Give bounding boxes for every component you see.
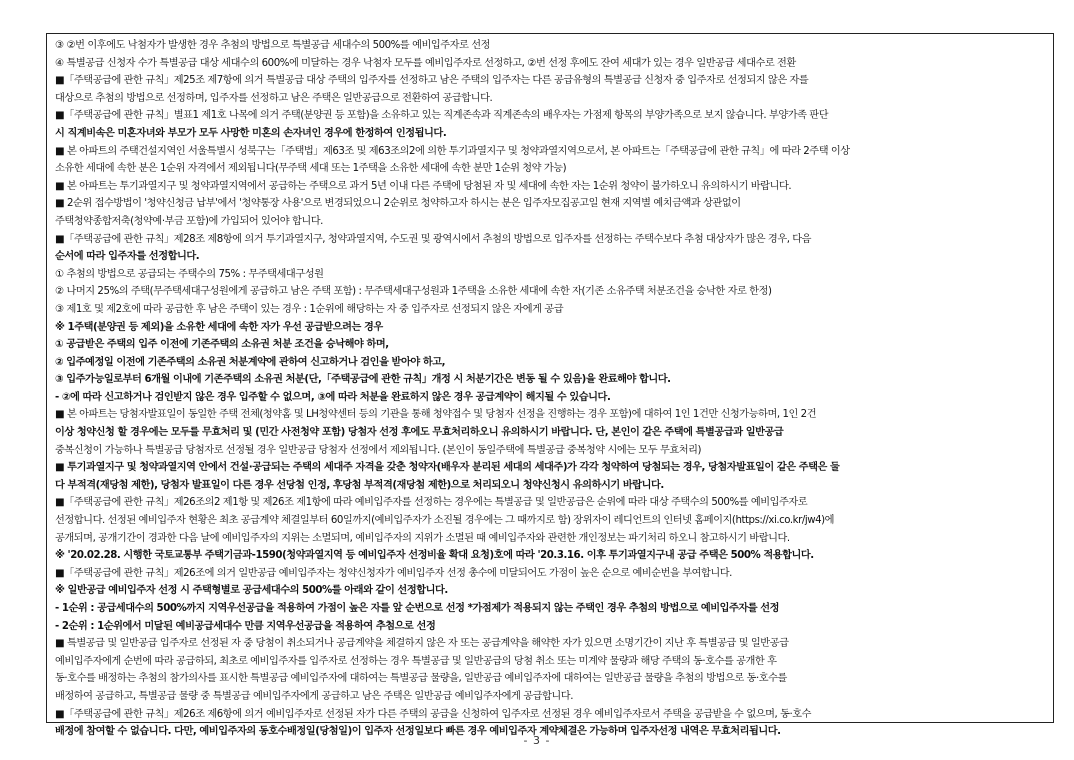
notice-line: ※ 일반공급 예비입주자 선정 시 주택형별로 공급세대수의 500%를 아래와 같이 선정합니다. xyxy=(55,585,448,597)
notice-line: 배정에 참여할 수 없습니다. 다만, 예비입주자의 동호수배정일(당첨일)이 입주자 선정일보다 빠른 경우 예비입주자 계약체결은 가능하며 입주자선정 내역은 무효처리됩니다. xyxy=(55,726,781,738)
notice-line: ② 나머지 25%의 주택(무주택세대구성원에게 공급하고 남은 주택 포함) : 무주택세대구성원과 1주택을 소유한 세대에 속한 자(기존 소유주택 처분조건을 승낙한 자로 한정) xyxy=(55,286,772,298)
notice-line: - 2순위 : 1순위에서 미달된 예비공급세대수 만큼 지역우선공급을 적용하여 추첨으로 선정 xyxy=(55,620,436,632)
notice-line: - 1순위 : 공급세대수의 500%까지 지역우선공급을 적용하여 가점이 높은 자를 앞 순번으로 선정 *가점제가 적용되지 않는 주택인 경우 추첨의 방법으로 예비입주자를 선정 xyxy=(55,603,780,614)
notice-line: 동·호수를 배정하는 추첨의 참가의사를 표시한 특별공급 예비입주자에 대하여는 특별공급 물량을, 일반공급 예비입주자에 대하여는 일반공급 물량을 추첨의 방법으로 동·호수를 xyxy=(55,673,787,685)
notice-line: 순서에 따라 입주자를 선정합니다. xyxy=(55,251,200,263)
notice-line: ■ 2순위 접수방법이 '청약신청금 납부'에서 '청약통장 사용'으로 변경되었으니 2순위로 청약하고자 하시는 분은 입주자모집공고일 현재 지역별 예치금액과 상관없이 xyxy=(55,198,741,210)
notice-line: ※ 1주택(분양권 등 제외)을 소유한 세대에 속한 자가 우선 공급받으려는 경우 xyxy=(55,321,383,333)
notice-line: 다 부적격(재당첨 제한), 당첨자 발표일이 다른 경우 선당첨 인정, 후당첨 부적격(재당첨 제한)으로 처리되오니 청약신청시 유의하시기 바랍니다. xyxy=(55,479,664,491)
notice-line: ■「주택공급에 관한 규칙」제28조 제8항에 의거 투기과열지구, 청약과열지역, 수도권 및 광역시에서 추첨의 방법으로 입주자를 선정하는 주택수보다 추첨 대상자가 많은 경우, 다음 xyxy=(55,233,812,245)
notice-line: ■「주택공급에 관한 규칙」제25조 제7항에 의거 특별공급 대상 주택의 입주자를 선정하고 남은 주택의 입주자는 다른 공급유형의 특별공급 신청자 중 입주자로 선정되지 않은 자를 xyxy=(55,75,809,87)
notice-content xyxy=(55,37,1047,741)
notice-line: ② 입주예정일 이전에 기존주택의 소유권 처분계약에 관하여 신고하거나 검인을 받아야 하고, xyxy=(55,356,446,368)
notice-line: 배정하여 공급하고, 특별공급 물량 중 특별공급 예비입주자에게 공급하고 남은 주택은 일반공급 예비입주자에게 공급합니다. xyxy=(55,690,573,702)
notice-line: 공개되며, 공개기간이 경과한 다음 날에 예비입주자의 지위는 소멸되며, 예비입주자의 지위가 소멸된 때 예비입주자와 관련한 개인정보는 파기처리 하오니 참고하시기 바랍니다. xyxy=(55,532,790,544)
notice-line: ※ '20.02.28. 시행한 국토교통부 주택기금과-1590(청약과열지역 등 예비입주자 선정비율 확대 요청)호에 따라 '20.3.16. 이후 투기과열지구내 공급 주택은 500% 적용합니다. xyxy=(55,550,814,562)
notice-line: 중복신청이 가능하나 특별공급 당첨자로 선정될 경우 일반공급 당첨자 선정에서 제외됩니다. (본인이 동일주택에 특별공급 중복청약 시에는 모두 무효처리) xyxy=(55,444,702,456)
notice-line: 예비입주자에게 순번에 따라 공급하되, 최초로 예비입주자를 입주자로 선정하는 경우 특별공급 및 일반공급의 당첨 취소 또는 미계약 물량과 해당 주택의 동·호수를 공개한 후 xyxy=(55,655,777,667)
notice-line: - ②에 따라 신고하거나 검인받지 않은 경우 입주할 수 없으며, ③에 따라 처분을 완료하지 않은 경우 공급계약이 해지될 수 있습니다. xyxy=(55,391,611,403)
notice-line: ③ 제1호 및 제2호에 따라 공급한 후 남은 주택이 있는 경우 : 1순위에 해당하는 자 중 입주자로 선정되지 않은 자에게 공급 xyxy=(55,303,564,315)
notice-line: ■ 본 아파트는 당첨자발표일이 동일한 주택 전체(청약홈 및 LH청약센터 등의 기관을 통해 청약접수 및 당첨자 선정을 진행하는 경우 포함)에 대하여 1인 1건만 신청가능하며, 1인 2건 xyxy=(55,409,817,421)
notice-box xyxy=(46,33,1054,738)
notice-line: ■ 본 아파트의 주택건설지역인 서울특별시 성북구는「주택법」제63조 및 제63조의2에 의한 투기과열지구 및 청약과열지역으로서, 본 아파트는「주택공급에 관한 규칙」에 따라 2주택 이상 xyxy=(55,145,850,157)
notice-line: 대상으로 추첨의 방법으로 선정하며, 입주자를 선정하고 남은 주택은 일반공급으로 전환하여 공급합니다. xyxy=(55,92,493,104)
notice-line: ③ ②번 이후에도 낙첨자가 발생한 경우 추첨의 방법으로 특별공급 세대수의 500%를 예비입주자로 선정 xyxy=(55,40,491,51)
notice-line: ■ 투기과열지구 및 청약과열지역 안에서 건설·공급되는 주택의 세대주 자격을 갖춘 청약자(배우자 분리된 세대의 세대주)가 각각 청약하여 당첨되는 경우, 당첨자발표일이 같은 주택은 둘 xyxy=(55,462,840,474)
notice-line: 시 직계비속은 미혼자녀와 부모가 모두 사망한 미혼의 손자녀인 경우에 한정하여 인정됩니다. xyxy=(55,127,447,139)
notice-line: 선정합니다. 선정된 예비입주자 현황은 최초 공급계약 체결일부터 60일까지(예비입주자가 소진될 경우에는 그 때까지로 함) 장위자이 레디언트의 인터넷 홈페이지(https://xi.co.kr/jw4)에 xyxy=(55,515,835,527)
notice-line: ■「주택공급에 관한 규칙」제26조 제6항에 의거 예비입주자로 선정된 자가 다른 주택의 공급을 신청하여 입주자로 선정된 경우 예비입주자로서 주택을 공급받을 수 없으며, 동·호수 xyxy=(55,708,812,720)
notice-line: ④ 특별공급 신청자 수가 특별공급 대상 세대수의 600%에 미달하는 경우 낙첨자 모두를 예비입주자로 선정하고, ②번 선정 후에도 잔여 세대가 있는 경우 일반공급 세대수로 전환 xyxy=(55,57,796,69)
notice-line: 소유한 세대에 속한 분은 1순위 자격에서 제외됩니다(무주택 세대 또는 1주택을 소유한 세대에 속한 분만 1순위 청약 가능) xyxy=(55,163,567,175)
notice-line: 주택청약종합저축(청약예·부금 포함)에 가입되어 있어야 합니다. xyxy=(55,215,323,227)
notice-line: ■「주택공급에 관한 규칙」별표1 제1호 나목에 의거 주택(분양권 등 포함)을 소유하고 있는 직계존속과 직계존속의 배우자는 가점제 항목의 부양가족으로 보지 않습니다. 부양가족 판단 xyxy=(55,110,829,122)
notice-line: ■ 특별공급 및 일반공급 입주자로 선정된 자 중 당첨이 취소되거나 공급계약을 체결하지 않은 자 또는 공급계약을 해약한 자가 있으면 소명기간이 지난 후 특별공급 및 일반공급 xyxy=(55,638,789,650)
notice-line: ① 추첨의 방법으로 공급되는 주택수의 75% : 무주택세대구성원 xyxy=(55,268,324,280)
notice-line: ■「주택공급에 관한 규칙」제26조의2 제1항 및 제26조 제1항에 따라 예비입주자를 선정하는 경우에는 특별공급 및 일반공급은 순위에 따라 대상 주택수의 500%를 예비입주자로 xyxy=(55,497,808,509)
notice-line: ■「주택공급에 관한 규칙」제26조에 의거 일반공급 예비입주자는 청약신청자가 예비입주자 선정 총수에 미달되어도 가점이 높은 순으로 예비순번을 부여합니다. xyxy=(55,567,732,579)
notice-line: ■ 본 아파트는 투기과열지구 및 청약과열지역에서 공급하는 주택으로 과거 5년 이내 다른 주택에 당첨된 자 및 세대에 속한 자는 1순위 청약이 불가하오니 유의하시기 바랍니다. xyxy=(55,180,792,192)
notice-line: 이상 청약신청 할 경우에는 모두를 무효처리 및 (민간 사전청약 포함) 당첨자 선정 후에도 무효처리하오니 유의하시기 바랍니다. 단, 본인이 같은 주택에 특별공급과 일반공급 xyxy=(55,427,784,439)
notice-line: ③ 입주가능일로부터 6개월 이내에 기존주택의 소유권 처분(단,「주택공급에 관한 규칙」개정 시 처분기간은 변동 될 수 있음)을 완료해야 합니다. xyxy=(55,374,671,386)
notice-line: ① 공급받은 주택의 입주 이전에 기존주택의 소유권 처분 조건을 승낙해야 하며, xyxy=(55,339,389,351)
page-number: - 3 - xyxy=(523,734,551,747)
